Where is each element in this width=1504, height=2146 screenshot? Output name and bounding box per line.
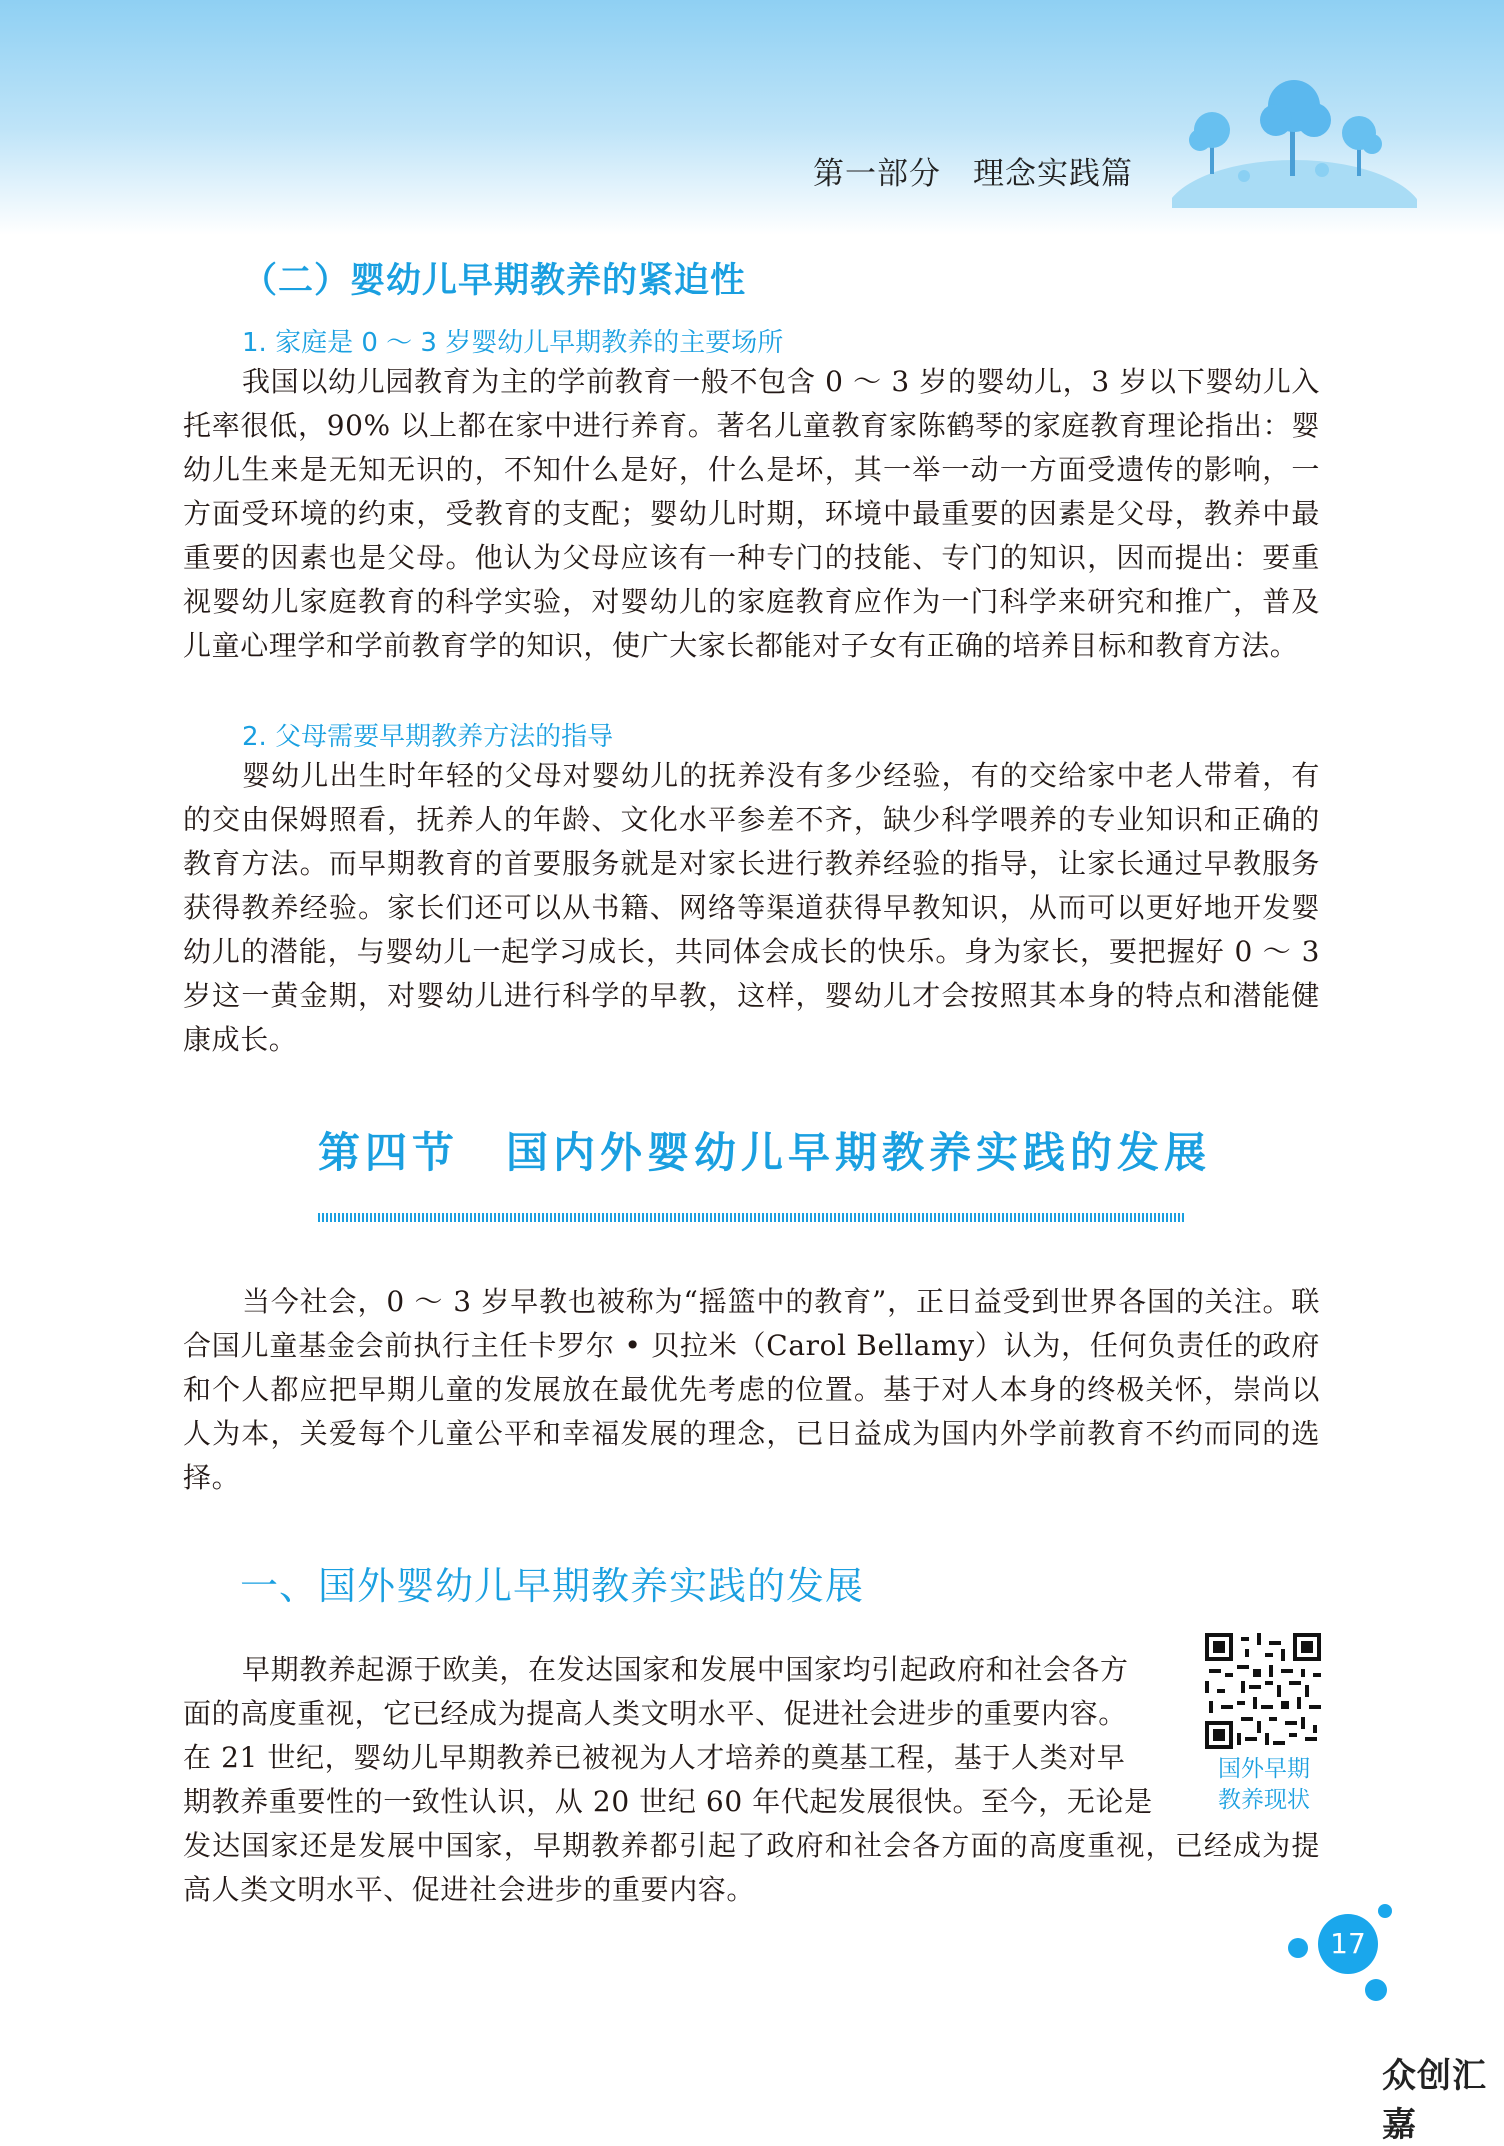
qr-caption — [1195, 1754, 1333, 1816]
qr-code[interactable] — [1205, 1633, 1321, 1749]
qr-caption-line-2: 教养现状 — [1218, 1787, 1310, 1813]
page-number: 17 — [1330, 1927, 1366, 1960]
subsection-abroad-title: 一、国外婴幼儿早期教养实践的发展 — [240, 1564, 865, 1608]
section-underline — [318, 1213, 1186, 1222]
subsection-urgency-title: （二）婴幼儿早期教养的紧迫性 — [242, 261, 747, 301]
item1-paragraph: 我国以幼儿园教育为主的学前教育一般不包含 0 ～ 3 岁的婴幼儿，3 岁以下婴幼儿入托率很低，90% 以上都在家中进行养育。著名儿童教育家陈鹤琴的家庭教育理论指出：婴幼儿生来是无知无识的，不知什么是好，什么是坏，其一举一动一方面受遗传的影响，一方面受环境的约束，受教育的支配；婴幼儿时期，环境中最重要的因素是父母，教养中最重要的因素也是父母。他认为父母应该有一种专门的技能、专门的知识，因而提出：要重视婴幼儿家庭教育的科学实验，对婴幼儿的家庭教育应作为一门科学来研究和推广，普及儿童心理学和学前教育学的知识，使广大家长都能对子女有正确的培养目标和教育方法。 — [183, 365, 1320, 662]
abroad-line-4: 期教养重要性的一致性认识，从 20 世纪 60 年代起发展很快。至今，无论是 — [183, 1785, 1153, 1818]
section-intro-paragraph: 当今社会，0 ～ 3 岁早教也被称为“摇篮中的教育”，正日益受到世界各国的关注。联合国儿童基金会前执行主任卡罗尔 • 贝拉米（Carol Bellamy）认为，任何负责任的政府和个人都应把早期儿童的发展放在最优先考虑的位置。基于对人本身的终极关怀，崇尚以人为本，关爱每个儿童公平和幸福发展的理念，已日益成为国内外学前教育不约而同的选择。 — [183, 1285, 1320, 1494]
item1-title: 1. 家庭是 0 ～ 3 岁婴幼儿早期教养的主要场所 — [242, 328, 784, 358]
item2-paragraph: 婴幼儿出生时年轻的父母对婴幼儿的抚养没有多少经验，有的交给家中老人带着，有的交由保姆照看，抚养人的年龄、文化水平参差不齐，缺少科学喂养的专业知识和正确的教育方法。而早期教育的首要服务就是对家长进行教养经验的指导，让家长通过早教服务获得教养经验。家长们还可以从书籍、网络等渠道获得早教知识，从而可以更好地开发婴幼儿的潜能，与婴幼儿一起学习成长，共同体会成长的快乐。身为家长，要把握好 0 ～ 3 岁这一黄金期，对婴幼儿进行科学的早教，这样，婴幼儿才会按照其本身的特点和潜能健康成长。 — [183, 759, 1320, 1056]
abroad-paragraph-narrow — [183, 1648, 1183, 1824]
abroad-line-1: 早期教养起源于欧美，在发达国家和发展中国家均引起政府和社会各方 — [242, 1653, 1129, 1686]
trees-illustration — [1172, 78, 1417, 208]
abroad-paragraph-rest: 发达国家还是发展中国家，早期教养都引起了政府和社会各方面的高度重视，已经成为提高人类文明水平、促进社会进步的重要内容。 — [183, 1829, 1320, 1906]
section-title: 第四节 国内外婴幼儿早期教养实践的发展 — [318, 1128, 1212, 1177]
qr-caption-line-1: 国外早期 — [1218, 1756, 1310, 1782]
abroad-line-3: 在 21 世纪，婴幼儿早期教养已被视为人才培养的奠基工程，基于人类对早 — [183, 1741, 1126, 1774]
item2-title: 2. 父母需要早期教养方法的指导 — [242, 722, 614, 752]
watermark: 众创汇嘉 — [1382, 2056, 1487, 2145]
part-title: 第一部分 理念实践篇 — [813, 156, 1133, 192]
abroad-line-2: 面的高度重视，它已经成为提高人类文明水平、促进社会进步的重要内容。 — [183, 1697, 1127, 1730]
